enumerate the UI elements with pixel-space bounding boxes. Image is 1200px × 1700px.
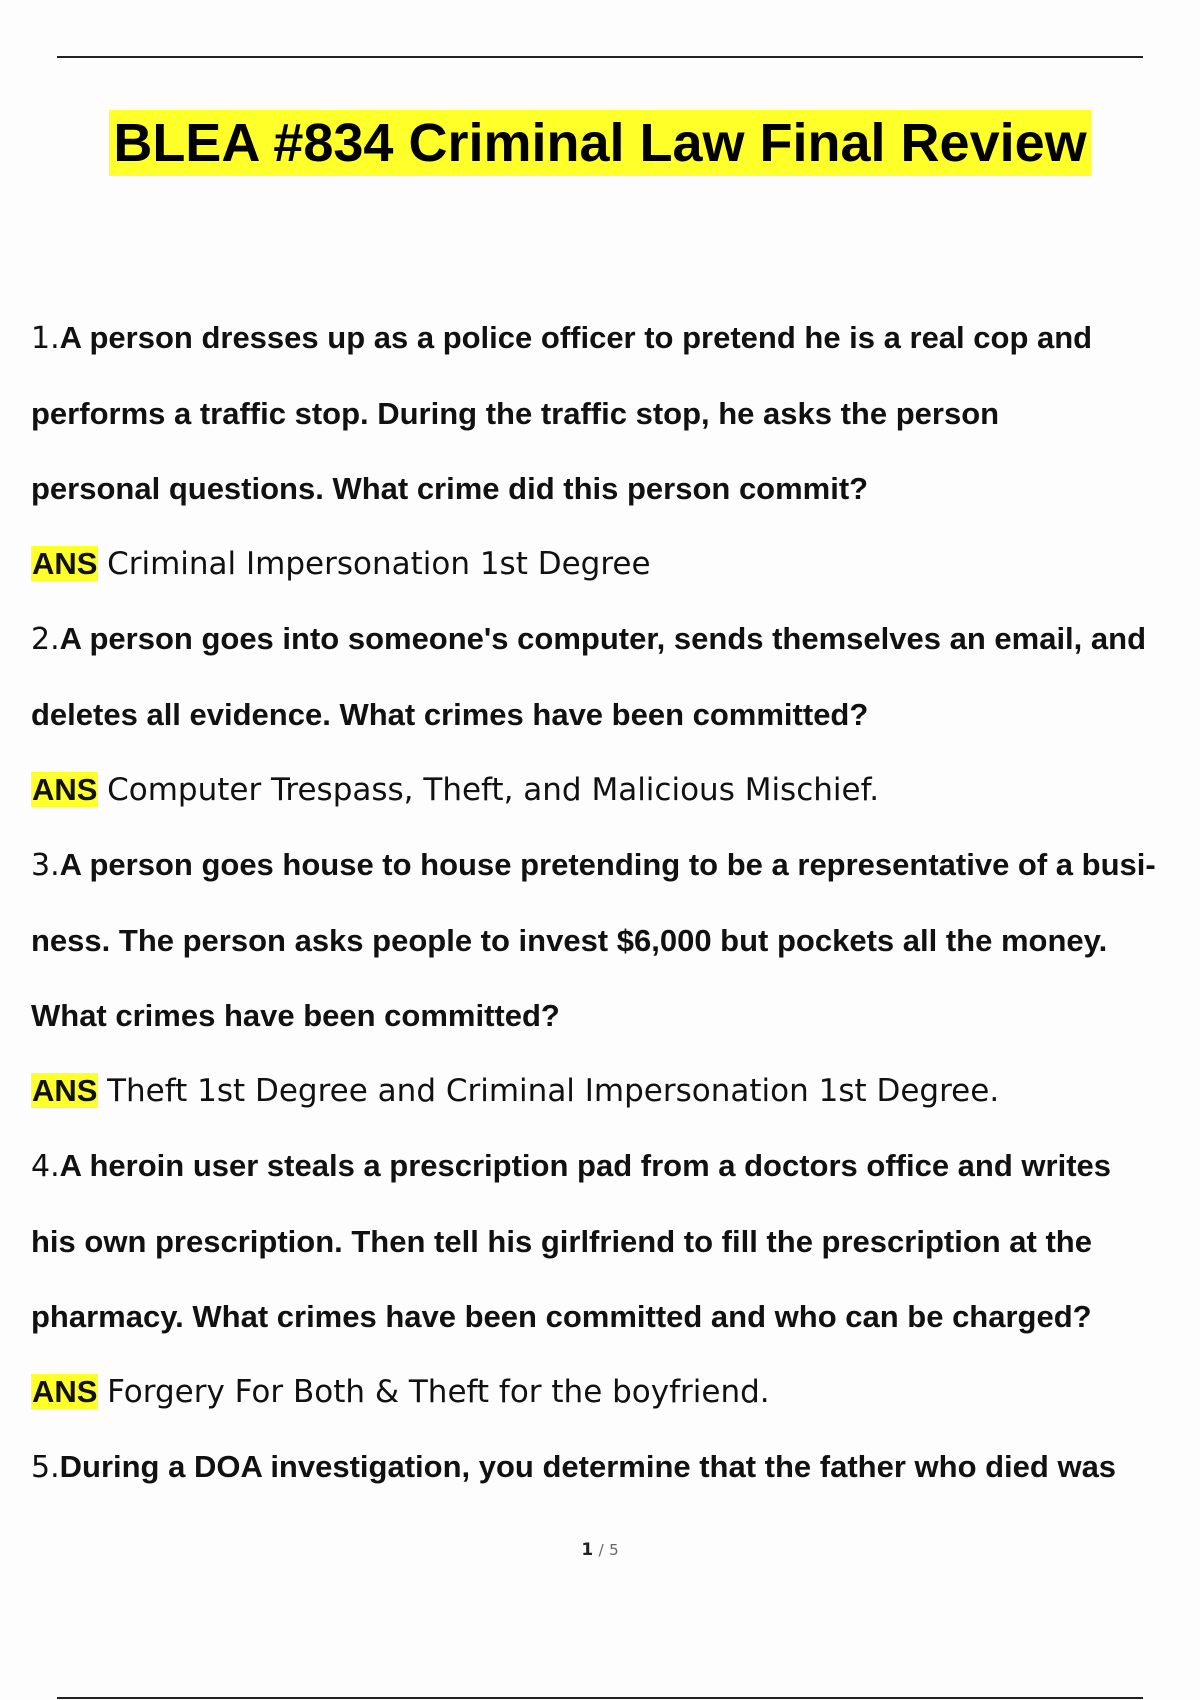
question-number: 2. xyxy=(31,622,60,657)
question-line: What crimes have been committed? xyxy=(31,998,560,1033)
question-item-3 xyxy=(31,827,1200,1128)
document-title: BLEA #834 Criminal Law Final Review xyxy=(109,110,1090,176)
question-item-1 xyxy=(31,300,1200,601)
question-number: 4. xyxy=(31,1149,60,1184)
answer-label: ANS xyxy=(32,1374,98,1409)
question-line: A person dresses up as a police officer to pretend he is a real cop and xyxy=(59,320,1093,355)
question-line: A heroin user steals a prescription pad from a doctors office and writes xyxy=(59,1148,1112,1183)
answer-label: ANS xyxy=(32,546,98,581)
question-line: his own prescription. Then tell his girlfriend to fill the prescription at the xyxy=(31,1224,1092,1259)
answer-line xyxy=(31,752,1200,827)
question-number: 5. xyxy=(31,1450,60,1485)
answer-text: Forgery For Both & Theft for the boyfriend. xyxy=(107,1374,770,1410)
page-separator: / xyxy=(598,1541,604,1559)
question-line: A person goes into someone's computer, sends themselves an email, and xyxy=(59,621,1147,656)
question-number: 3. xyxy=(31,848,60,883)
question-line: During a DOA investigation, you determine that the father who died was xyxy=(59,1449,1117,1484)
answer-text: Theft 1st Degree and Criminal Impersonation 1st Degree. xyxy=(107,1073,1000,1109)
question-line: performs a traffic stop. During the traffic stop, he asks the person xyxy=(31,396,1000,431)
question-list xyxy=(31,300,1200,1505)
top-divider xyxy=(57,56,1143,58)
current-page: 1 xyxy=(581,1540,594,1560)
title-container xyxy=(0,110,1200,176)
answer-line xyxy=(31,526,1200,601)
answer-label: ANS xyxy=(32,772,98,807)
question-item-4 xyxy=(31,1128,1200,1429)
answer-text: Criminal Impersonation 1st Degree xyxy=(107,546,651,582)
page-indicator xyxy=(0,1540,1200,1560)
answer-text: Computer Trespass, Theft, and Malicious Mischief. xyxy=(107,772,880,808)
answer-label: ANS xyxy=(32,1073,98,1108)
question-item-5 xyxy=(31,1429,1200,1505)
question-line: pharmacy. What crimes have been committed and who can be charged? xyxy=(31,1299,1092,1334)
question-line: A person goes house to house pretending to be a representative of a busi- xyxy=(59,847,1156,882)
bottom-divider xyxy=(57,1697,1143,1699)
question-line: ness. The person asks people to invest $6,000 but pockets all the money. xyxy=(31,923,1108,958)
answer-line xyxy=(31,1053,1200,1128)
question-item-2 xyxy=(31,601,1200,827)
question-line: deletes all evidence. What crimes have been committed? xyxy=(31,697,869,732)
answer-line xyxy=(31,1354,1200,1429)
total-pages: 5 xyxy=(609,1541,619,1559)
question-line: personal questions. What crime did this person commit? xyxy=(31,471,869,506)
question-number: 1. xyxy=(31,321,60,356)
